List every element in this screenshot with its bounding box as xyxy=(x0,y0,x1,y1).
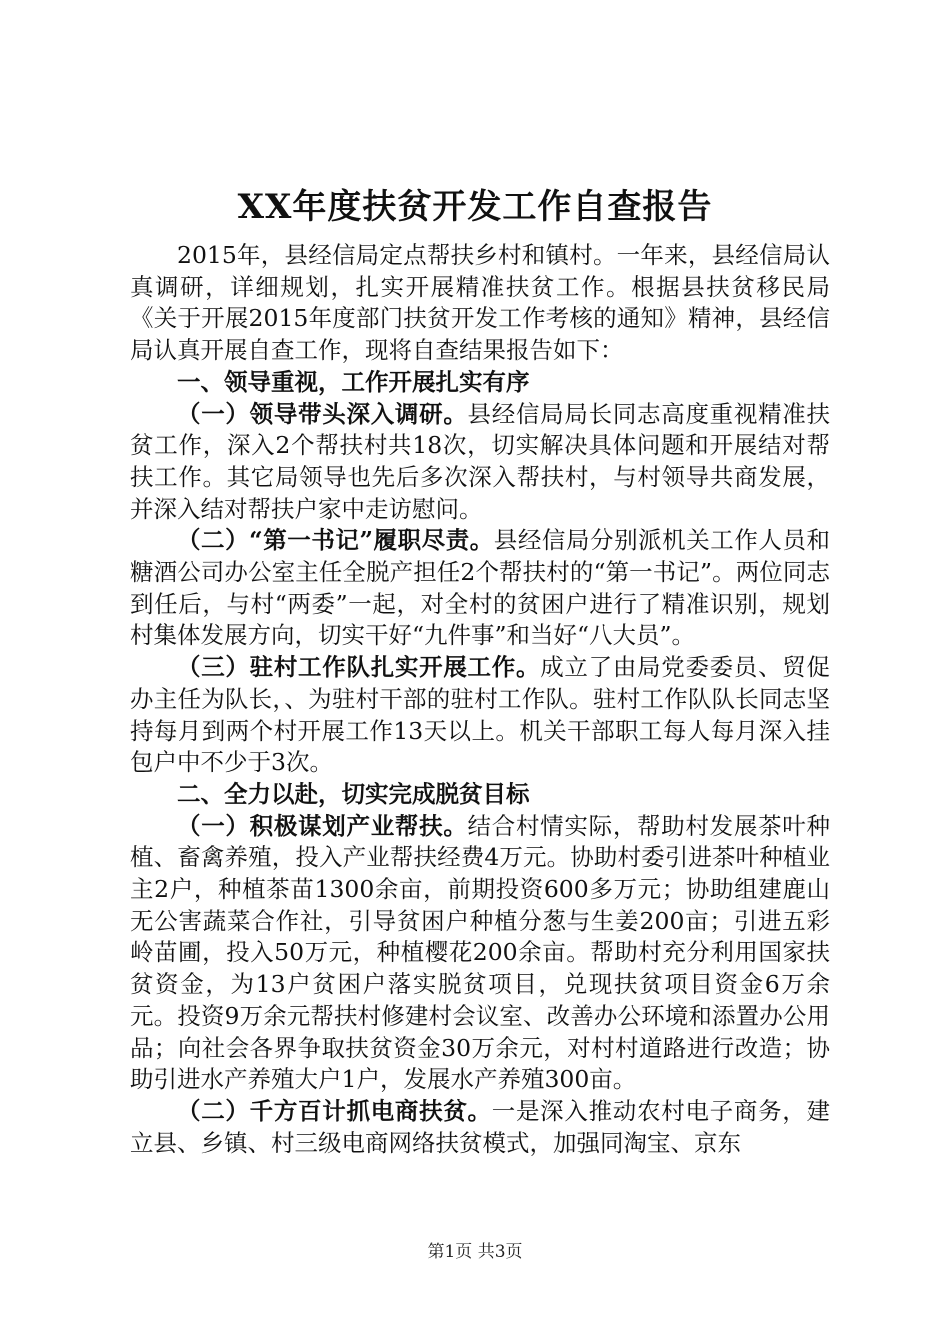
section-2-paragraph-1-text: 结合村情实际，帮助村发展茶叶种植、畜禽养殖，投入产业帮扶经费4万元。协助村委引进茶叶种植业主2户，种植茶苗1300余亩，前期投资600多万元；协助组建鹿山无公害蔬菜合作社，引导贫困户种植分葱与生姜200亩；引进五彩岭苗圃，投入50万元，种植樱花200余亩。帮助村充分利用国家扶贫资金，为13户贫困户落实脱贫项目，兑现扶贫项目资金6万余元。投资9万余元帮扶村修建村会议室、改善办公环境和添置办公用品；向社会各界争取扶贫资金30万余元，对村村道路进行改造；协助引进水产养殖大户1户，发展水产养殖300亩。 xyxy=(130,811,831,1094)
section-1-paragraph-1-text: 县经信局局长同志高度重视精准扶贫工作，深入2个帮扶村共18次，切实解决具体问题和开展结对帮扶工作。其它局领导也先后多次深入帮扶村，与村领导共商发展，并深入结对帮扶户家中走访慰问。 xyxy=(130,399,831,523)
section-1-paragraph-3-lead: （三）驻村工作队扎实开展工作。 xyxy=(177,653,541,682)
section-2-heading: 二、全力以赴，切实完成脱贫目标 xyxy=(177,779,530,808)
section-1-paragraph-2-text: 县经信局分别派机关工作人员和糖酒公司办公室主任全脱产担任2个帮扶村的“第一书记”。两位同志到任后，与村“两委”一起，对全村的贫困户进行了精准识别，规划村集体发展方向，切实干好“九件事”和当好“八大员”。 xyxy=(130,526,830,650)
document-body xyxy=(130,240,830,1159)
section-1-heading: 一、领导重视，工作开展扎实有序 xyxy=(177,367,530,396)
section-1-paragraph-1 xyxy=(130,399,830,526)
page-number-footer: 第1页 共3页 xyxy=(427,1242,523,1262)
section-2-paragraph-1-lead: （一）积极谋划产业帮扶。 xyxy=(177,811,468,840)
section-1-paragraph-3 xyxy=(130,652,830,779)
section-2-paragraph-2-lead: （二）千方百计抓电商扶贫。 xyxy=(177,1096,492,1125)
section-2-paragraph-2-text: 一是深入推动农村电子商务，建立县、乡镇、村三级电商网络扶贫模式，加强同淘宝、京东 xyxy=(130,1096,830,1157)
section-1-paragraph-2-lead: （二）“第一书记”履职尽责。 xyxy=(177,526,494,555)
section-1-paragraph-3-text: 成立了由局党委委员、贸促办主任为队长，、为驻村干部的驻村工作队。驻村工作队队长同志坚持每月到两个村开展工作13天以上。机关干部职工每人每月深入挂包户中不少于3次。 xyxy=(130,653,831,777)
section-1-paragraph-1-lead: （一）领导带头深入调研。 xyxy=(177,399,468,428)
section-2-paragraph-2 xyxy=(130,1096,830,1159)
document-title: XX年度扶贫开发工作自查报告 xyxy=(237,187,713,227)
section-1-paragraph-2 xyxy=(130,525,830,652)
intro-paragraph: 2015年，县经信局定点帮扶乡村和镇村。一年来，县经信局认真调研，详细规划，扎实开展精准扶贫工作。根据县扶贫移民局《关于开展2015年度部门扶贫开发工作考核的通知》精神，县经信局认真开展自查工作，现将自查结果报告如下： xyxy=(130,241,830,365)
section-2-paragraph-1 xyxy=(130,811,830,1096)
